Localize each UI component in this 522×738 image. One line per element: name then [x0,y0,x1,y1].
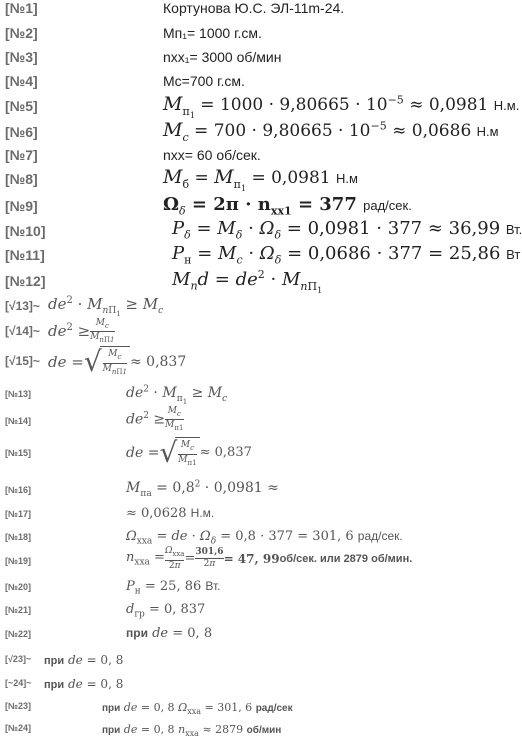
line-3 [0,47,501,72]
unit-label: об/сек. или 2879 об/мин. [279,552,413,565]
line-number: [№4] [5,73,38,89]
line-tilde24 [0,674,501,694]
formula: $M_nd = de^2 \cdot M_{nП_1}$ [172,268,323,295]
formula: при de = 0, 8 [44,677,124,691]
line-number: [№15] [5,448,32,458]
line-16 [0,476,501,502]
line-number: [№19] [5,556,32,566]
line-number: [№21] [5,605,32,615]
line-2 [0,22,501,47]
formula: при de = 0, 8 [44,653,124,667]
line-number: [№6] [5,124,38,140]
line-number: [№18] [5,532,32,542]
line-number: [№8] [5,171,38,187]
line-sqrt23 [0,650,501,670]
given-value: nхх₁= 3000 об/мин [163,49,282,65]
line-number: [№11] [5,247,45,263]
unit-label: Вт. [505,222,522,237]
line-sqrt14 [0,318,501,348]
line-number: [№24] [5,723,32,733]
unit-label: рад/сек [255,703,293,714]
author-line: Кортунова Ю.С. ЭЛ-11m-24. [163,0,345,16]
line-sqrt15 [0,346,501,382]
line-number: [√15]~ [5,354,40,368]
line-number: [№20] [5,582,32,592]
formula: $M_{па} = 0,8^2 \cdot 0,0981$ ≈ [126,479,279,499]
line-17 [0,502,501,524]
unit-label: Н.м. [190,506,215,520]
prefix-word: при [102,725,121,736]
formula: $\Omega_\delta = 2\pi \cdot n_{xx1} = 377$ рад/сек. [163,194,412,218]
line-8 [0,166,501,194]
given-value: Mп₁= 1000 г.см. [163,25,262,41]
unit-label: рад/сек. [363,198,412,213]
line-22 [0,622,501,646]
line-19 [0,546,501,576]
formula: de =√ $M_c$ $M_{nП1}$ ≈ 0,837 [48,344,187,378]
prefix-word: при [44,679,65,691]
line-number: [№10] [5,223,46,239]
line-7 [0,146,501,168]
line-number: [№12] [5,273,46,289]
line-number: [~24]~ [5,678,32,688]
formula: $P_н = 25$, 86 Вт. [126,579,221,597]
unit-label: Н.м. [493,98,520,113]
line-number: [№7] [5,147,38,163]
line-13b [0,382,501,408]
given-value: nхх= 60 об/сек. [163,147,261,163]
line-number: [№17] [5,509,32,519]
formula: $M_c = 700 \cdot 9,80665 \cdot 10^{-5} \approx 0,0686$ Н.м [163,119,499,144]
formula: $de^2 \cdot M_{nП_1} \ge M_c$ [48,295,164,318]
line-number: [№16] [5,485,32,495]
line-sqrt13 [0,294,501,318]
unit-label: рад/сек. [357,529,403,543]
line-number: [№14] [5,416,32,426]
line-number: [√23]~ [5,654,32,664]
formula: при de = 0, 8 [126,626,213,641]
unit-label: Вт [506,247,521,262]
formula: $P_н = M_c \cdot \Omega_\delta = 0,0686 \cdot 377 = 25,86$ Вт [172,243,521,267]
unit-label: Вт. [205,579,221,593]
unit-label: Н.м [336,171,358,186]
given-value: Mc=700 г.см. [163,73,245,89]
line-15b [0,434,501,476]
line-12 [0,268,501,294]
line-21 [0,598,501,622]
line-number: [№3] [5,49,38,65]
formula: ≈ 0,0628 Н.м. [126,506,215,521]
prefix-word: при [126,626,148,640]
formula: $M_{п_1} = 1000 \cdot 9,80665 \cdot 10^{-5} \approx 0,0981$ Н.м. [163,93,520,120]
formula: $de^2$ ≥ $M_c$ $M_{nП1}$ [48,318,115,344]
line-14b [0,406,501,436]
formula: de =√ $M_c$ $M_{п1}$ ≈ 0,837 [126,435,252,469]
line-10 [0,218,522,243]
line-number: [√13]~ [5,299,40,313]
line-number: [№2] [5,25,38,41]
formula: $de^2 \cdot M_{п_1} \ge M_c$ [126,384,228,406]
formula: при de = 0, 8 $\Omega_{хха} = 301$, 6 рад/сек [102,701,293,717]
formula: при de = 0, 8 $n_{хха} \approx 2879$ об/мин [102,723,282,738]
line-24 [0,719,501,737]
line-number: [№9] [5,198,38,214]
line-number: [√14]~ [5,324,40,338]
line-18 [0,524,501,548]
prefix-word: при [102,703,121,714]
formula: $d_{гр} = 0$, 837 [126,602,206,620]
formula: $M_б = M_{п_1} = 0,0981$ Н.м [163,166,358,193]
line-23 [0,697,501,717]
unit-label: Н.м [476,124,499,139]
formula: $P_\delta = M_\delta \cdot \Omega_\delta = 0,0981 \cdot 377 \approx 36,99$ Вт. [172,218,522,242]
line-number: [№1] [5,0,38,16]
line-20 [0,576,501,598]
line-11 [0,243,521,268]
line-number: [№5] [5,98,38,114]
prefix-word: при [44,655,65,667]
formula: $de^2$ ≥ $M_c$ $M_{п1}$ [126,406,184,432]
unit-label: об/мин [246,725,282,736]
line-6 [0,118,501,148]
formula: $n_{хха}$ = $\Omega_{хха}$ 2π = $\frac{301,6}{2\pi}$ = 47, 99об/сек. или 2879 об/мин. [126,546,413,571]
line-9 [0,194,501,219]
line-1 [0,0,501,22]
formula: $\Omega_{хха}$ = de · $\Omega_\delta = 0,8 \cdot 377 = 301$, 6 рад/сек. [126,529,403,547]
line-number: [№23] [5,701,32,711]
line-number: [№22] [5,629,32,639]
line-number: [№13] [5,389,32,399]
